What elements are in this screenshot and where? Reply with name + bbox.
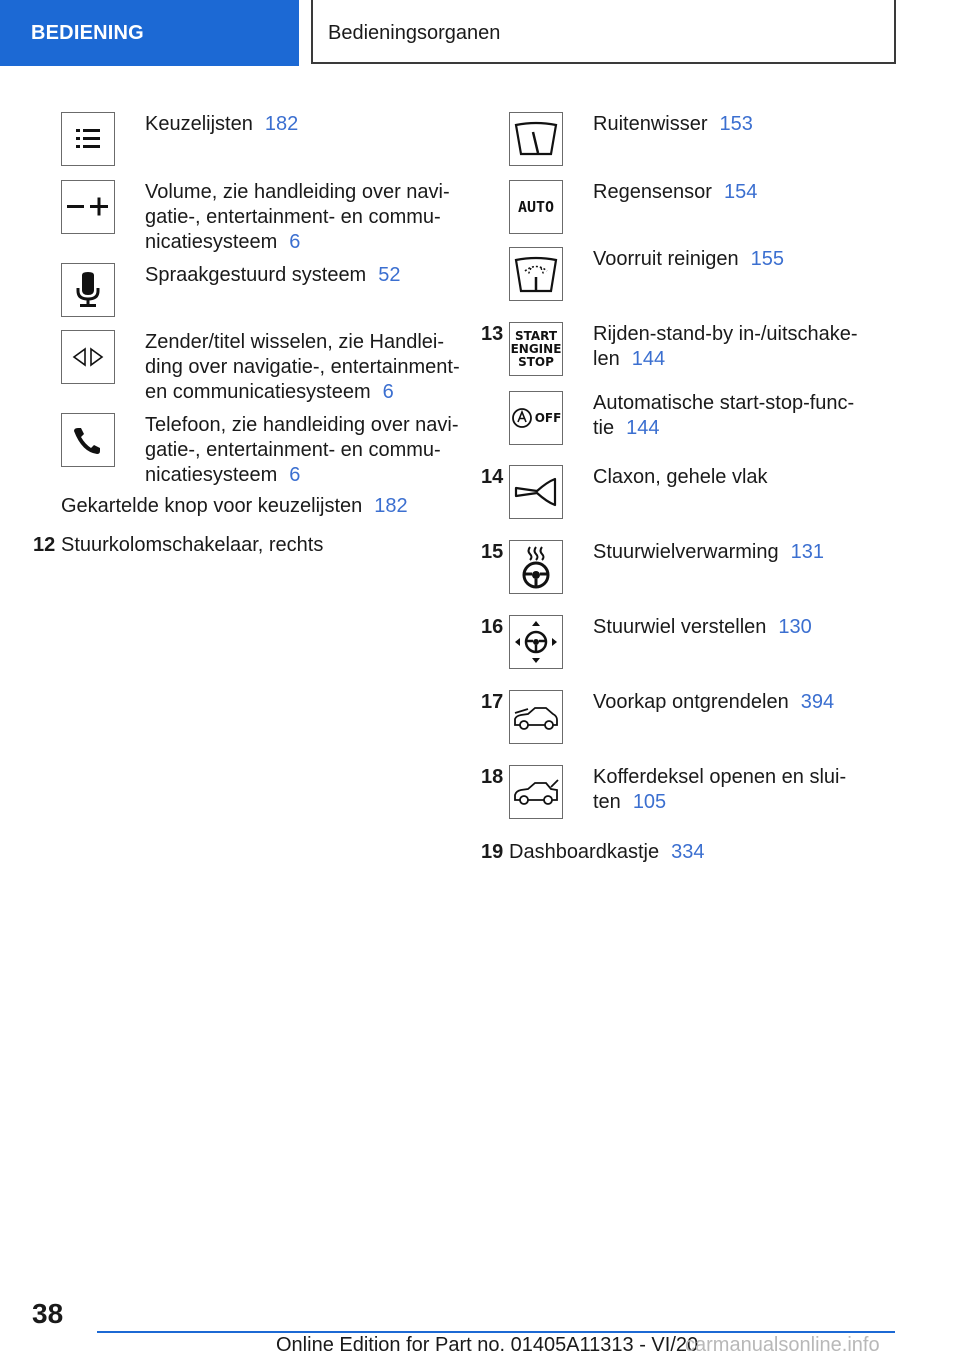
voice-control-icon — [61, 263, 115, 317]
item-text: Regensensor 154 — [593, 181, 758, 203]
item-text: Ruitenwisser 153 — [593, 113, 753, 135]
horn-icon — [509, 465, 563, 519]
wiper-icon — [509, 112, 563, 166]
item-text: Voorruit reinigen 155 — [593, 248, 785, 270]
item-text: Rijden-stand-by in-/uitschake- len 144 — [593, 323, 858, 370]
page-reference-link[interactable]: 153 — [719, 113, 753, 135]
start-stop-button-icon: START ENGINE STOP — [509, 322, 563, 376]
page-reference-link[interactable]: 182 — [264, 113, 299, 135]
auto-start-stop-off-icon: OFF — [509, 391, 563, 445]
steering-wheel-heating-icon — [509, 540, 563, 594]
page-reference-link[interactable]: 130 — [778, 616, 812, 638]
page-reference-link[interactable]: 6 — [289, 231, 301, 253]
item-text: Stuurwiel verstellen 130 — [593, 616, 812, 638]
item-text: Kofferdeksel openen en slui- ten 105 — [593, 766, 847, 813]
item-number: 14 — [481, 466, 504, 488]
page-reference-link[interactable]: 334 — [671, 841, 705, 863]
windscreen-washer-icon — [509, 247, 563, 301]
item-number: 18 — [481, 766, 504, 788]
item-text: Zender/titel wisselen, zie Handlei- ding over navigatie-, entertainment- en communicatiesysteem 6 — [145, 331, 460, 403]
page-reference-link[interactable]: 6 — [289, 464, 301, 486]
item-text: Keuzelijsten 182 — [145, 113, 299, 135]
page-reference-link[interactable]: 155 — [750, 248, 785, 270]
item-text: Dashboardkastje 334 — [509, 841, 705, 863]
phone-icon — [61, 413, 115, 467]
item-text: Claxon, gehele vlak — [593, 466, 768, 488]
knob-item: Gekartelde knop voor keuzelijsten 182 — [61, 495, 408, 517]
page-reference-link[interactable]: 394 — [800, 691, 835, 713]
item-text: Automatische start-stop-func- tie 144 — [593, 392, 855, 439]
item-number: 13 — [481, 323, 504, 345]
item-number: 16 — [481, 616, 504, 638]
item-number: 15 — [481, 541, 504, 563]
hood-release-icon — [509, 690, 563, 744]
chapter-title: Bedieningsorganen — [311, 0, 896, 64]
steering-wheel-adjust-icon — [509, 615, 563, 669]
prev-next-icon — [61, 330, 115, 384]
volume-minus-plus-icon — [61, 180, 115, 234]
page-header — [0, 0, 960, 66]
item-text: Voorkap ontgrendelen 394 — [593, 691, 835, 713]
item-text: Stuurwielverwarming 131 — [593, 541, 824, 563]
page-reference-link[interactable]: 144 — [631, 348, 666, 370]
page-reference-link[interactable]: 182 — [374, 495, 408, 517]
item-text: Volume, zie handleiding over navi- gatie-, entertainment- en commu- nicatiesysteem 6 — [145, 181, 450, 253]
page-reference-link[interactable]: 154 — [723, 181, 758, 203]
item-text: Spraakgestuurd systeem 52 — [145, 264, 401, 286]
item-text: Telefoon, zie handleiding over navi- gatie-, entertainment- en commu- nicatiesysteem 6 — [145, 414, 459, 486]
watermark: carmanualsonline.info — [685, 1334, 880, 1356]
page-reference-link[interactable]: 144 — [626, 417, 660, 439]
item-text: Stuurkolomschakelaar, rechts — [61, 534, 324, 556]
page-reference-link[interactable]: 6 — [382, 381, 394, 403]
list-icon — [61, 112, 115, 166]
item-number: 12 — [33, 534, 56, 556]
item-number: 17 — [481, 691, 504, 713]
section-tab: BEDIENING — [0, 0, 299, 66]
page-number: 38 — [32, 1298, 64, 1329]
auto-rain-sensor-icon: AUTO — [509, 180, 563, 234]
page-reference-link[interactable]: 105 — [632, 791, 667, 813]
edition-text: Online Edition for Part no. 01405A11313 - VI/20 — [276, 1334, 699, 1356]
item-number: 19 — [481, 841, 504, 863]
page-reference-link[interactable]: 131 — [790, 541, 824, 563]
page-reference-link[interactable]: 52 — [378, 264, 401, 286]
trunk-lid-icon — [509, 765, 563, 819]
